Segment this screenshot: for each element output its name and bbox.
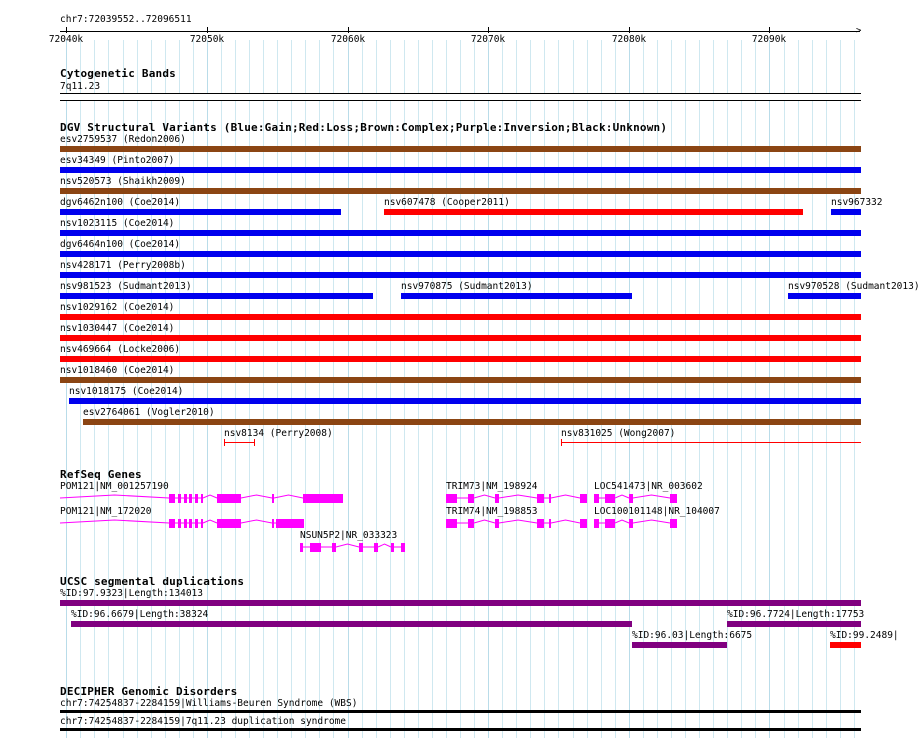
decipher-feature-bar[interactable]: [60, 728, 861, 731]
refseq-gene-model[interactable]: [446, 492, 589, 506]
ruler-tick-mark: [629, 27, 630, 33]
ruler-tick-mark: [488, 27, 489, 33]
refseq-gene-model[interactable]: [60, 517, 306, 531]
segdup-feature-label[interactable]: %ID:97.9323|Length:134013: [60, 588, 203, 599]
refseq-track-title[interactable]: RefSeq Genes: [60, 468, 142, 481]
segdup-track-title[interactable]: UCSC segmental duplications: [60, 575, 245, 588]
dgv-feature-label[interactable]: nsv970875 (Sudmant2013): [401, 281, 533, 292]
exon-block: [549, 519, 551, 528]
dgv-feature-bar[interactable]: [60, 377, 861, 383]
exon-block: [178, 519, 181, 528]
ruler-tick-label: 72070k: [470, 34, 506, 45]
dgv-feature-label[interactable]: nsv1030447 (Coe2014): [60, 323, 175, 334]
exon-block: [184, 494, 187, 503]
exon-block: [195, 494, 198, 503]
dgv-track-title[interactable]: DGV Structural Variants (Blue:Gain;Red:Loss;Brown:Complex;Purple:Inversion;Black:Unknown): [60, 121, 668, 134]
dgv-feature-bar[interactable]: [60, 146, 861, 152]
exon-block: [537, 519, 544, 528]
ruler-line: [60, 31, 860, 32]
exon-block: [495, 494, 499, 503]
dgv-feature-label[interactable]: esv2759537 (Redon2006): [60, 134, 186, 145]
exon-block: [195, 519, 198, 528]
exon-block: [217, 494, 241, 503]
ruler-tick-label: 72040k: [48, 34, 84, 45]
exon-block: [594, 519, 599, 528]
dgv-feature-bar[interactable]: [60, 314, 861, 320]
dgv-feature-bar[interactable]: [384, 209, 803, 215]
ruler-end-arrow-icon: >: [856, 26, 862, 36]
decipher-feature-bar[interactable]: [60, 710, 861, 713]
exon-block: [594, 494, 599, 503]
refseq-gene-label[interactable]: TRIM73|NM_198924: [446, 481, 538, 492]
exon-block: [189, 519, 192, 528]
dgv-feature-label[interactable]: esv2764061 (Vogler2010): [83, 407, 215, 418]
refseq-gene-label[interactable]: LOC541473|NR_003602: [594, 481, 703, 492]
refseq-gene-model[interactable]: [60, 492, 345, 506]
intron-line: [336, 544, 359, 547]
dgv-feature-bar[interactable]: [224, 442, 255, 443]
dgv-feature-bar-cap: [254, 439, 255, 446]
dgv-feature-label[interactable]: nsv1018460 (Coe2014): [60, 365, 175, 376]
intron-line: [241, 495, 272, 498]
refseq-gene-model[interactable]: [300, 541, 407, 555]
ruler-tick-mark: [769, 27, 770, 33]
dgv-feature-label[interactable]: dgv6462n100 (Coe2014): [60, 197, 181, 208]
segdup-feature-bar[interactable]: [727, 621, 861, 627]
exon-block: [169, 494, 175, 503]
dgv-feature-label[interactable]: nsv469664 (Locke2006): [60, 344, 181, 355]
refseq-gene-label[interactable]: NSUN5P2|NR_033323: [300, 530, 398, 541]
exon-block: [580, 494, 587, 503]
dgv-feature-label[interactable]: nsv1029162 (Coe2014): [60, 302, 175, 313]
exon-block: [537, 494, 544, 503]
exon-block: [184, 519, 187, 528]
intron-line: [241, 520, 272, 523]
intron-line: [274, 495, 303, 498]
refseq-gene-label[interactable]: TRIM74|NM_198853: [446, 506, 538, 517]
segdup-feature-label[interactable]: %ID:96.03|Length:6675: [632, 630, 753, 641]
exon-block: [580, 519, 587, 528]
ruler-tick-label: 72080k: [611, 34, 647, 45]
exon-block: [300, 543, 303, 552]
segdup-feature-label[interactable]: %ID:96.6679|Length:38324: [71, 609, 209, 620]
exon-block: [310, 543, 321, 552]
intron-line: [551, 520, 580, 523]
dgv-feature-label[interactable]: nsv970528 (Sudmant2013): [788, 281, 920, 292]
exon-block: [303, 494, 343, 503]
intron-line: [60, 520, 169, 523]
cytoband-track-title[interactable]: Cytogenetic Bands: [60, 67, 176, 80]
refseq-gene-model[interactable]: [594, 517, 679, 531]
dgv-feature-label[interactable]: nsv520573 (Shaikh2009): [60, 176, 186, 187]
exon-block: [629, 494, 633, 503]
exon-block: [391, 543, 394, 552]
segdup-feature-bar[interactable]: [632, 642, 727, 648]
exon-block: [629, 519, 633, 528]
dgv-feature-label[interactable]: nsv1023115 (Coe2014): [60, 218, 175, 229]
segdup-feature-label[interactable]: %ID:96.7724|Length:17753: [727, 609, 865, 620]
exon-block: [374, 543, 378, 552]
exon-block: [495, 519, 499, 528]
ruler-axis[interactable]: [60, 31, 860, 39]
dgv-feature-label[interactable]: nsv967332: [831, 197, 883, 208]
exon-block: [359, 543, 363, 552]
dgv-feature-bar-cap: [561, 439, 562, 446]
intron-line: [203, 495, 217, 498]
refseq-gene-model[interactable]: [446, 517, 589, 531]
ruler-tick-mark: [348, 27, 349, 33]
dgv-feature-label[interactable]: nsv1018175 (Coe2014): [69, 386, 184, 397]
exon-block: [217, 519, 241, 528]
dgv-feature-bar[interactable]: [83, 419, 861, 425]
exon-block: [670, 494, 677, 503]
exon-block: [276, 519, 304, 528]
intron-line: [499, 495, 537, 498]
exon-block: [446, 494, 457, 503]
ruler-tick-label: 72060k: [330, 34, 366, 45]
decipher-feature-label[interactable]: chr7:74254837-2284159|7q11.23 duplication syndrome: [60, 716, 346, 727]
dgv-feature-label[interactable]: nsv981523 (Sudmant2013): [60, 281, 192, 292]
exon-block: [272, 519, 274, 528]
intron-line: [551, 495, 580, 498]
ruler-tick-mark: [66, 27, 67, 33]
intron-line: [474, 520, 495, 523]
dgv-feature-label[interactable]: esv34349 (Pinto2007): [60, 155, 175, 166]
intron-line: [633, 495, 670, 498]
decipher-track-title[interactable]: DECIPHER Genomic Disorders: [60, 685, 238, 698]
intron-line: [633, 520, 670, 523]
intron-line: [474, 495, 495, 498]
dgv-feature-bar[interactable]: [831, 209, 861, 215]
segdup-feature-bar[interactable]: [830, 642, 861, 648]
exon-block: [670, 519, 677, 528]
dgv-feature-label[interactable]: dgv6464n100 (Coe2014): [60, 239, 181, 250]
dgv-feature-bar[interactable]: [60, 272, 861, 278]
exon-block: [446, 519, 457, 528]
decipher-feature-label[interactable]: chr7:74254837-2284159|Williams-Beuren Syndrome (WBS): [60, 698, 358, 709]
exon-block: [549, 494, 551, 503]
dgv-feature-bar[interactable]: [60, 293, 373, 299]
dgv-feature-bar[interactable]: [60, 230, 861, 236]
dgv-feature-bar[interactable]: [60, 335, 861, 341]
exon-block: [201, 519, 203, 528]
dgv-feature-label[interactable]: nsv8134 (Perry2008): [224, 428, 333, 439]
dgv-feature-bar[interactable]: [60, 188, 861, 194]
dgv-feature-bar[interactable]: [60, 167, 861, 173]
intron-line: [499, 520, 537, 523]
segdup-feature-label[interactable]: %ID:99.2489|: [830, 630, 899, 641]
dgv-feature-bar-cap: [224, 439, 225, 446]
exon-block: [201, 494, 203, 503]
dgv-feature-label[interactable]: nsv607478 (Cooper2011): [384, 197, 510, 208]
refseq-gene-label[interactable]: LOC100101148|NR_104007: [594, 506, 720, 517]
dgv-feature-bar[interactable]: [401, 293, 632, 299]
refseq-gene-label[interactable]: POM121|NM_001257190: [60, 481, 169, 492]
exon-block: [272, 494, 274, 503]
dgv-feature-bar[interactable]: [60, 356, 861, 362]
intron-line: [378, 544, 391, 547]
exon-block: [468, 494, 474, 503]
exon-block: [178, 494, 181, 503]
dgv-feature-bar[interactable]: [788, 293, 861, 299]
ruler-tick-label: 72050k: [189, 34, 225, 45]
dgv-feature-bar[interactable]: [561, 442, 861, 443]
dgv-feature-bar[interactable]: [60, 251, 861, 257]
ruler-tick-label: 72090k: [751, 34, 787, 45]
intron-line: [60, 495, 169, 498]
exon-block: [605, 519, 615, 528]
intron-line: [203, 520, 217, 523]
cytoband-bar[interactable]: [60, 93, 861, 101]
exon-block: [468, 519, 474, 528]
segdup-feature-bar[interactable]: [71, 621, 632, 627]
dgv-feature-bar[interactable]: [69, 398, 861, 404]
cytoband-label: 7q11.23: [60, 81, 101, 92]
exon-block: [189, 494, 192, 503]
segdup-feature-bar[interactable]: [60, 600, 861, 606]
dgv-feature-bar[interactable]: [60, 209, 341, 215]
refseq-gene-model[interactable]: [594, 492, 679, 506]
exon-block: [332, 543, 336, 552]
dgv-feature-label[interactable]: nsv831025 (Wong2007): [561, 428, 676, 439]
ruler-range-label: chr7:72039552..72096511: [60, 14, 192, 25]
intron-line: [615, 520, 629, 523]
ruler-tick-mark: [207, 27, 208, 33]
exon-block: [401, 543, 405, 552]
exon-block: [605, 494, 615, 503]
dgv-feature-label[interactable]: nsv428171 (Perry2008b): [60, 260, 186, 271]
refseq-gene-label[interactable]: POM121|NM_172020: [60, 506, 152, 517]
exon-block: [169, 519, 175, 528]
intron-line: [615, 495, 629, 498]
